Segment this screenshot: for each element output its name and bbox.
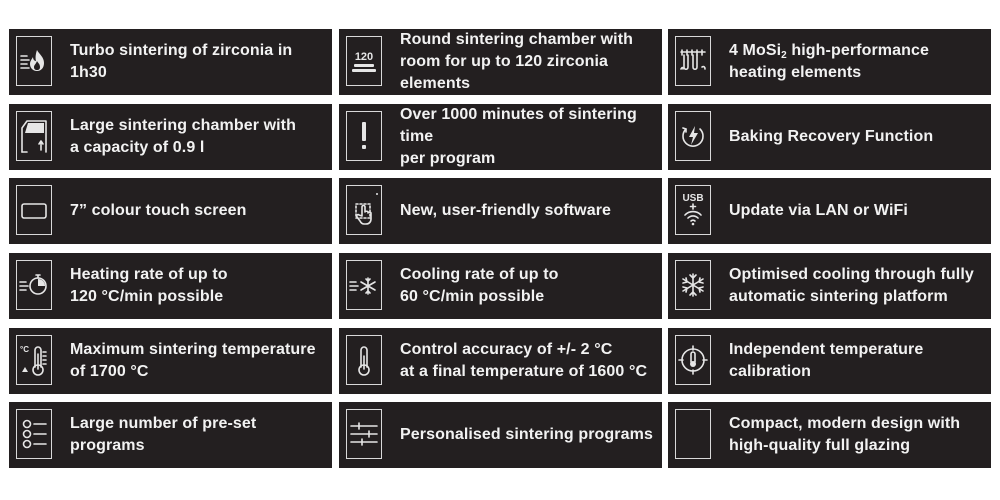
feature-tile-round-chamber xyxy=(339,29,662,95)
feature-tile-calibration xyxy=(668,328,991,394)
feature-tile-update xyxy=(668,178,991,244)
snowflake-icon xyxy=(675,260,711,310)
label-subscript: 2 xyxy=(781,50,787,61)
feature-label: Control accuracy of +/- 2 °C at a final temperature of 1600 °C xyxy=(400,341,648,380)
feature-tile-control-accuracy xyxy=(339,328,662,394)
chamber-capacity-icon xyxy=(16,111,52,161)
feature-label: Cooling rate of up to 60 °C/min possible xyxy=(400,266,559,305)
label-part: high-performance heating elements xyxy=(729,42,930,81)
exclamation-icon xyxy=(346,111,382,161)
feature-tile-chamber-capacity xyxy=(9,104,332,170)
feature-tile-turbo-sintering xyxy=(9,29,332,95)
feature-label: Round sintering chamber with room for up to 120 zirconia elements xyxy=(400,31,634,92)
feature-label: Maximum sintering temperature of 1700 °C xyxy=(70,341,316,380)
lightning-recovery-icon xyxy=(675,111,711,161)
feature-tile-compact-design xyxy=(668,402,991,468)
feature-tile-preset-programs xyxy=(9,402,332,468)
flame-speed-icon xyxy=(16,36,52,86)
preset-programs-icon xyxy=(16,409,52,459)
glazing-panel-icon xyxy=(675,409,711,459)
feature-label: Turbo sintering of zirconia in 1h30 xyxy=(70,42,293,81)
feature-tile-touch-screen xyxy=(9,178,332,244)
feature-label: 7” colour touch screen xyxy=(70,202,247,219)
thermometer-max-icon xyxy=(16,335,52,385)
touch-hand-icon xyxy=(346,185,382,235)
feature-label xyxy=(729,29,983,95)
feature-label: Baking Recovery Function xyxy=(729,128,934,145)
feature-tile-heating-elements xyxy=(668,29,991,95)
feature-tile-cooling-rate xyxy=(339,253,662,319)
heating-elements-icon xyxy=(675,36,711,86)
feature-label: Independent temperature calibration xyxy=(729,341,924,380)
feature-label: New, user-friendly software xyxy=(400,202,612,219)
feature-label: Personalised sintering programs xyxy=(400,426,653,443)
feature-label: Large number of pre-set programs xyxy=(70,415,257,454)
feature-tile-sintering-time xyxy=(339,104,662,170)
icon-text-120: 120 xyxy=(354,51,374,63)
feature-label: Compact, modern design with high-quality full glazing xyxy=(729,415,961,454)
feature-label: Update via LAN or WiFi xyxy=(729,202,908,219)
cooling-rate-icon xyxy=(346,260,382,310)
feature-tile-optimised-cooling xyxy=(668,253,991,319)
calibration-thermometer-icon xyxy=(675,335,711,385)
icon-text-usb: USB xyxy=(682,193,704,204)
icon-text-degrees: °C xyxy=(20,345,29,354)
feature-tile-baking-recovery xyxy=(668,104,991,170)
touch-screen-icon xyxy=(16,185,52,235)
thermometer-icon xyxy=(346,335,382,385)
feature-label: Over 1000 minutes of sintering time per program xyxy=(400,106,637,167)
feature-tile-max-temperature xyxy=(9,328,332,394)
feature-grid xyxy=(9,29,992,469)
round-chamber-120-icon xyxy=(346,36,382,86)
label-part: 4 MoSi xyxy=(729,42,782,59)
sliders-icon xyxy=(346,409,382,459)
feature-label: Large sintering chamber with a capacity of 0.9 l xyxy=(70,117,296,156)
feature-tile-heating-rate xyxy=(9,253,332,319)
feature-tile-software xyxy=(339,178,662,244)
usb-wifi-icon xyxy=(675,185,711,235)
feature-label: Optimised cooling through fully automatic sintering platform xyxy=(729,266,974,305)
feature-tile-personalised-programs xyxy=(339,402,662,468)
heating-rate-icon xyxy=(16,260,52,310)
feature-label: Heating rate of up to 120 °C/min possible xyxy=(70,266,228,305)
